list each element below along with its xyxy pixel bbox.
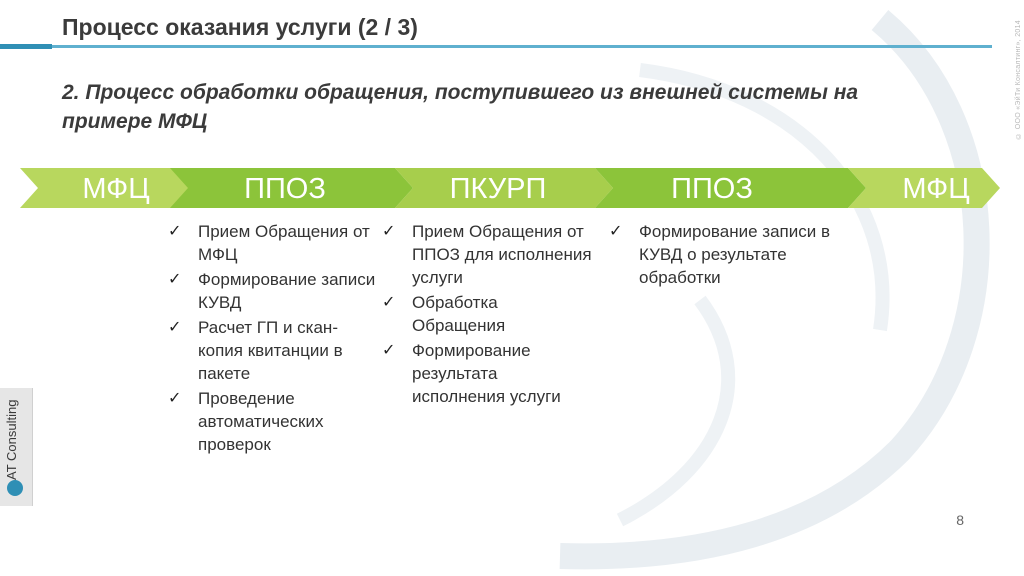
list-item: ✓ Проведение автоматических проверок [168,389,324,454]
copyright-note: © ООО «ЭйТи Консалтинг», 2014 [1015,20,1022,139]
checkmark-icon: ✓ [168,390,182,407]
company-logo [0,388,33,506]
list-item: ✓ Формирование записи КУВД [168,270,376,312]
checkmark-icon: ✓ [168,223,182,240]
stage-3-label: ПКУРП [449,173,547,205]
checkmark-icon: ✓ [609,223,623,240]
logo-mark-icon [7,480,23,496]
column-3-list [609,220,839,291]
list-item: ✓ Обработка Обращения [382,293,506,335]
list-item: ✓ Прием Обращения от МФЦ [168,222,370,264]
list-item: ✓ Расчет ГП и скан-копия квитанции в пакете [168,318,343,383]
slide-subtitle: 2. Процесс обработки обращения, поступившего из внешней системы на примере МФЦ [62,81,859,133]
checkmark-icon: ✓ [382,342,396,359]
list-item: ✓ Формирование записи в КУВД о результате обработки [609,222,830,287]
checkmark-icon: ✓ [168,271,182,288]
stage-2-label: ППОЗ [244,173,326,205]
column-1-list [168,220,378,458]
list-item: ✓ Формирование результата исполнения услуги [382,341,561,406]
checkmark-icon: ✓ [382,294,396,311]
checkmark-icon: ✓ [382,223,396,240]
page-number: 8 [956,512,964,528]
stage-4-label: ППОЗ [671,173,753,205]
stage-5-label: МФЦ [902,173,970,205]
title-underline [0,44,1000,49]
stage-1-label: МФЦ [82,173,150,205]
checkmark-icon: ✓ [168,319,182,336]
logo-text: AT Consulting [4,399,19,480]
column-2-list [382,220,592,410]
page-title: Процесс оказания услуги (2 / 3) [62,14,418,40]
list-item: ✓ Прием Обращения от ППОЗ для исполнения услуги [382,222,592,287]
